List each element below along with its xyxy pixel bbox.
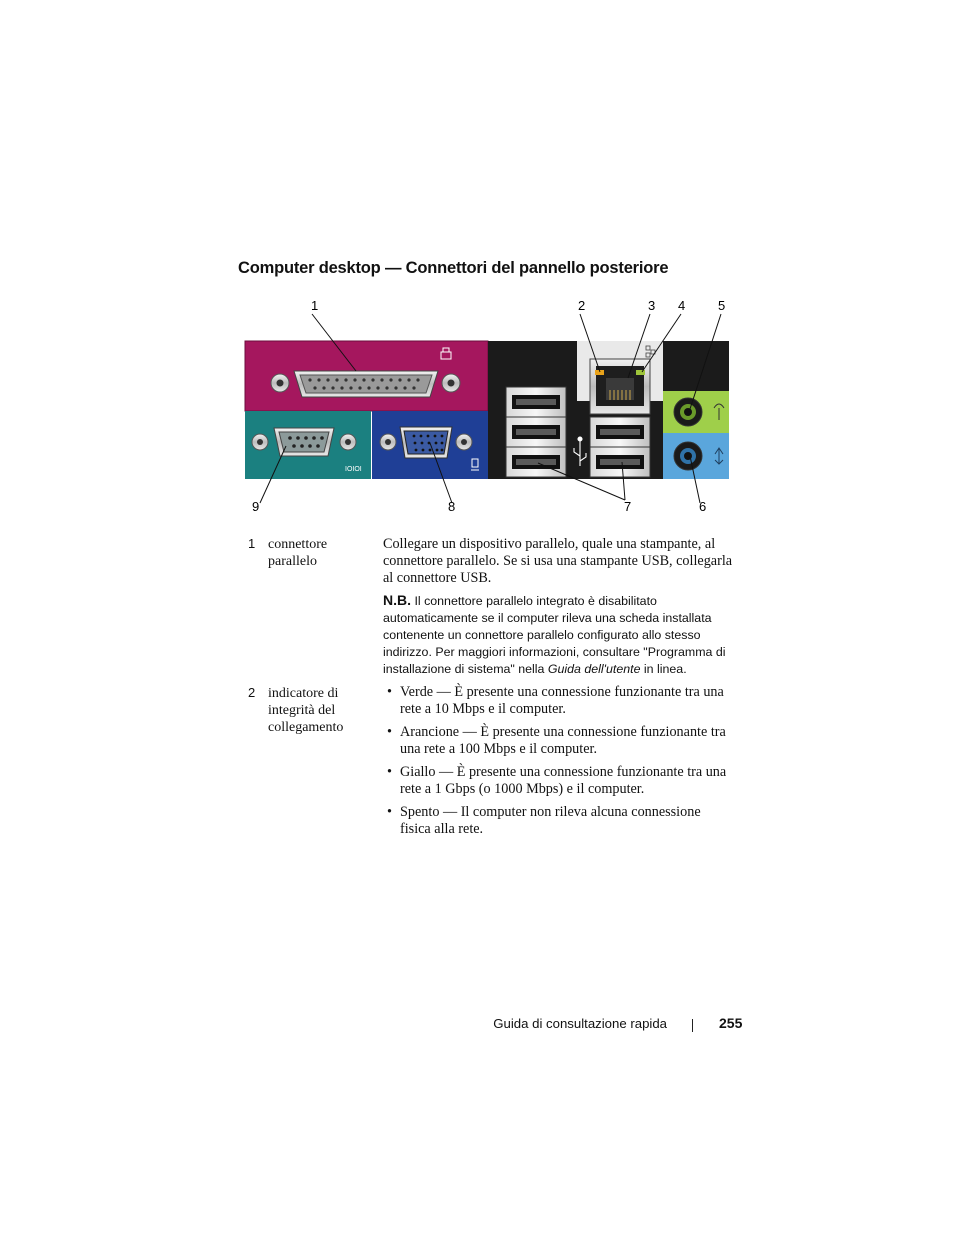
serial-symbol: IOIOI (345, 466, 362, 473)
callout-5: 5 (718, 298, 726, 313)
callout-6: 6 (699, 499, 707, 514)
usb-port-left-3 (506, 447, 566, 477)
callout-8: 8 (448, 499, 456, 514)
note-text-2: in linea. (640, 662, 687, 676)
usb-port-right-2 (590, 447, 650, 477)
list-item: • Giallo — È presente una connessione funzionante tra una rete a 1 Gbps (o 1000 Mbps) e il computer. (387, 764, 733, 798)
row-1-label: connettore parallelo (268, 537, 328, 569)
callout-7: 7 (624, 499, 632, 514)
row-1-description: Collegare un dispositivo parallelo, quale una stampante, al connettore parallelo. Se si usa una stampante USB, collegarla al connettore USB. (383, 536, 733, 586)
usb-network-panel (488, 341, 729, 479)
callout-4: 4 (678, 298, 686, 313)
note-label: N.B. (383, 592, 411, 608)
usb-port-right-1 (590, 417, 650, 447)
callout-9: 9 (252, 499, 260, 514)
serial-port (245, 411, 371, 479)
callout-1: 1 (311, 298, 319, 313)
list-item: • Verde — È presente una connessione funzionante tra una rete a 10 Mbps e il computer. (387, 684, 733, 718)
footer-title: Guida di consultazione rapida (493, 1016, 667, 1031)
row-1-number: 1 (248, 536, 256, 551)
rear-panel-diagram (238, 296, 738, 521)
note-text-1: Il connettore parallelo integrato è disabilitato automaticamente se il computer rileva una scheda installata contenente un connettore parallelo configurato allo stesso indirizzo. Per maggiori informazioni, consultare "Programma di installazione di sistema" nella (383, 594, 726, 676)
activity-light (636, 370, 645, 375)
row-1-note (383, 592, 733, 678)
row-2-bullets (387, 684, 733, 844)
usb-port-left-2 (506, 417, 566, 447)
callout-3: 3 (648, 298, 656, 313)
page-number: 255 (719, 1015, 743, 1031)
list-item: • Spento — Il computer non rileva alcuna connessione fisica alla rete. (387, 804, 733, 838)
row-2-label: indicatore di integrità del collegamento (268, 686, 344, 735)
network-port (590, 359, 650, 414)
callout-2: 2 (578, 298, 586, 313)
line-out-connector (663, 391, 729, 433)
list-item: • Arancione — È presente una connessione funzionante tra una rete a 100 Mbps e il computer. (387, 724, 733, 758)
section-title: Computer desktop — Connettori del pannello posteriore (238, 259, 669, 277)
row-2-number: 2 (248, 685, 256, 700)
footer-divider (692, 1019, 693, 1032)
usb-port-left-1 (506, 387, 566, 417)
vga-port (372, 411, 488, 479)
parallel-port (245, 341, 488, 411)
line-in-connector (663, 433, 729, 479)
note-italic: Guida dell'utente (547, 662, 641, 676)
